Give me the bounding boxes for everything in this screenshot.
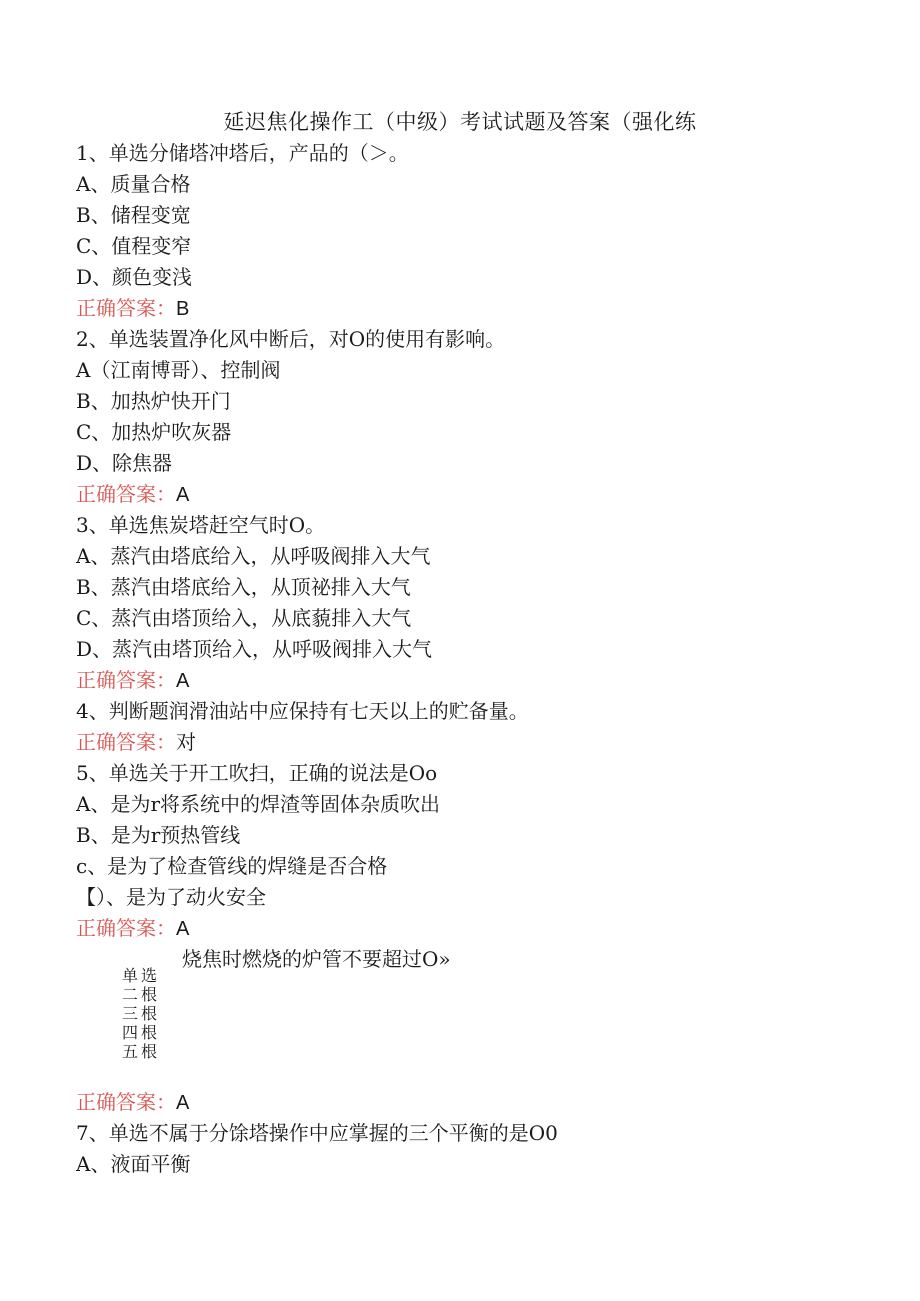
question-3-option-d: D、蒸汽由塔顶给入，从呼吸阀排入大气 [76,637,433,661]
answer-label: 正确答案： [76,730,176,754]
answer-value: A [176,1092,190,1114]
question-2-option-a: A（江南博哥）、控制阀 [76,358,281,382]
question-6-option: 二根 [122,985,161,1004]
answer-value: 对 [176,732,196,754]
question-5-option-a: A、是为r将系统中的焊渣等固体杂质吹出 [76,792,441,816]
question-2-option-b: B、加热炉快开门 [76,389,231,413]
question-2-option-d: D、除焦器 [76,451,173,475]
question-6-option: 单选 [122,966,161,985]
question-3-stem: 3、单选焦炭塔赶空气时O。 [76,513,326,537]
question-3-option-a: A、蒸汽由塔底给入，从呼吸阀排入大气 [76,544,431,568]
answer-label: 正确答案： [76,482,176,506]
question-1-option-c: C、值程变窄 [76,234,192,258]
question-2-stem: 2、单选装置净化风中断后，对O的使用有影响。 [76,327,506,351]
question-4-stem: 4、判断题润滑油站中应保持有七天以上的贮备量。 [76,699,529,723]
question-3-option-c: C、蒸汽由塔顶给入，从底藐排入大气 [76,606,412,630]
question-7-stem: 7、单选不属于分馀塔操作中应掌握的三个平衡的是O0 [76,1121,558,1145]
question-5-option-d: 【）、是为了动火安全 [76,885,266,909]
question-6-answer [76,1089,189,1116]
question-6-option: 四根 [122,1023,161,1042]
answer-value: B [176,298,190,320]
answer-value: A [176,670,190,692]
question-5-option-b: B、是为r预热管线 [76,823,241,847]
question-2-option-c: C、加热炉吹灰器 [76,420,232,444]
question-5-stem: 5、单选关于开工吹扫，正确的说法是Oo [76,761,438,785]
question-3-option-b: B、蒸汽由塔底给入，从顶祕排入大气 [76,575,411,599]
answer-label: 正确答案： [76,1090,176,1114]
answer-value: A [176,918,190,940]
question-1-option-a: A、质量合格 [76,172,191,196]
question-5-option-c: c、是为了检查管线的焊缝是否合格 [76,854,388,878]
question-6-option: 三根 [122,1004,161,1023]
question-5-answer [76,915,189,942]
answer-label: 正确答案： [76,668,176,692]
question-2-answer [76,481,189,508]
question-7-option-a: A、液面平衡 [76,1152,191,1176]
question-3-answer [76,667,189,694]
answer-value: A [176,484,190,506]
question-1-stem: 1、单选分储塔冲塔后，产品的（＞。 [76,141,409,165]
question-6-option: 五根 [122,1042,161,1061]
question-1-answer [76,295,189,322]
document-title: 延迟焦化操作工（中级）考试试题及答案（强化练 [223,110,697,134]
question-1-option-b: B、储程变宽 [76,203,191,227]
question-6-options [122,966,160,1061]
question-4-answer [76,729,196,756]
question-1-option-d: D、颜色变浅 [76,265,193,289]
answer-label: 正确答案： [76,296,176,320]
answer-label: 正确答案： [76,916,176,940]
question-6-stem: 烧焦时燃烧的炉管不要超过O» [182,947,451,971]
